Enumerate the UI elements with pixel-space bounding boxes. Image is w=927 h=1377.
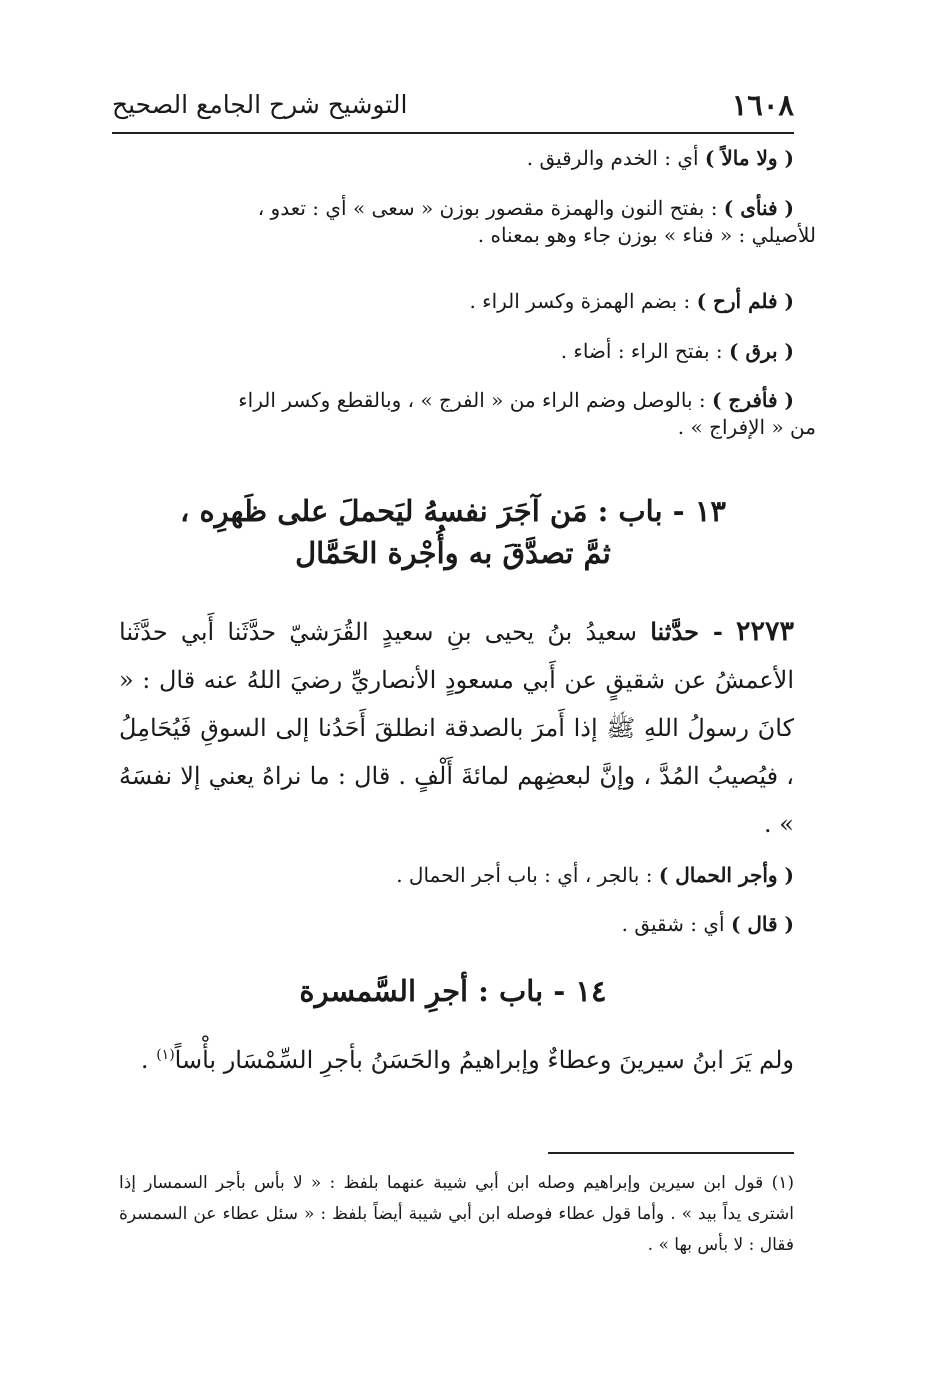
gloss-qala [134,911,794,938]
gloss-term: ( فأفرج ) [711,388,794,412]
page-number: ١٦٠٨ [731,88,794,122]
hadith-lead: - حدَّثنا [650,617,723,646]
footnote-separator [548,1152,794,1154]
page-header [112,82,794,134]
paragraph-text: ولم يَرَ ابنُ سيرينَ وعطاءٌ وإبراهيمُ والحَسَنُ بأجرِ السِّمْسَار بأْساً [174,1046,794,1074]
gloss-term: ( فلم أرح ) [696,289,794,313]
gloss-term: ( فنأى ) [723,196,794,220]
chapter-title-line2: ثمَّ تصدَّقَ به وأُجْرة الحَمَّال [295,536,611,571]
gloss-text: : بضم الهمزة وكسر الراء . [469,289,697,313]
footnote-reference: (١) [156,1047,175,1063]
hadith-2273 [119,608,794,848]
footnote-text: قول ابن سيرين وإبراهيم وصله ابن أبي شيبة عنهما بلفظ : « لا بأس بأجر السمسار إذا اشترى يداً بيد » . وأما قول عطاء فوصله ابن أبي شيبة أيضاً بلفظ : « سئل عطاء عن السمسرة فقال : لا بأس بها » . [119,1173,794,1255]
gloss-term: ( قال ) [730,912,794,936]
paragraph-end: . [140,1046,157,1074]
gloss-fanaa [119,195,816,249]
footnote [119,1168,794,1261]
footnote-marker: (١) [771,1173,794,1193]
gloss-baraq [134,338,794,365]
gloss-text: أي : الخدم والرقيق . [526,146,705,170]
gloss-faafrij [119,387,816,441]
gloss-term: ( وأجر الحمال ) [658,863,794,887]
gloss-term: ( برق ) [729,339,794,363]
gloss-continuation: من « الإفراج » . [677,415,816,439]
gloss-text: : بفتح النون والهمزة مقصور بوزن « سعى » أي : تعدو ، [257,196,724,220]
chapter-heading-14 [112,970,794,1012]
gloss-text: : بالوصل وضم الراء من « الفرج » ، وبالقطع وكسر الراء [238,388,712,412]
body-paragraph [119,1032,794,1083]
gloss-falam-arih [134,288,794,315]
gloss-text: : بفتح الراء : أضاء . [560,339,730,363]
running-title: التوشيح شرح الجامع الصحيح [112,90,408,119]
gloss-text: : بالجر ، أي : باب أجر الحمال . [396,863,659,887]
gloss-ajr-al-hammal [134,862,794,889]
gloss-term: ( ولا مالاً ) [704,146,794,170]
chapter-title-line1: ١٣ - باب : مَن آجَرَ نفسهُ ليَحملَ على ظَهرِه ، [180,494,726,528]
gloss-continuation: للأصيلي : « فناء » بوزن جاء وهو بمعناه . [477,223,816,247]
gloss-text: أي : شقيق . [621,912,731,936]
gloss-wala-malan [134,145,794,172]
chapter-heading-13 [112,490,794,574]
hadith-text: سعيدُ بنُ يحيى بنِ سعيدٍ القُرَشيّ حدَّثَنا أَبي حدَّثَنا الأعمشُ عن شقيقٍ عن أَبي مسعودٍ الأنصاريِّ رضيَ اللهُ عنه قال : « كانَ رسولُ اللهِ ﷺ إذا أَمرَ بالصدقة انطلقَ أَحَدُنا إلى السوقِ فَيُحَامِلُ ، فيُصيبُ المُدَّ ، وإنَّ لبعضِهم لمائةَ أَلْفٍ . قال : ما نراهُ يعني إلا نفسَهُ » . [119,618,794,838]
header-rule [112,132,794,134]
hadith-number: ٢٢٧٣ [735,616,794,647]
chapter-title: ١٤ - باب : أجرِ السَّمسرة [299,974,607,1008]
